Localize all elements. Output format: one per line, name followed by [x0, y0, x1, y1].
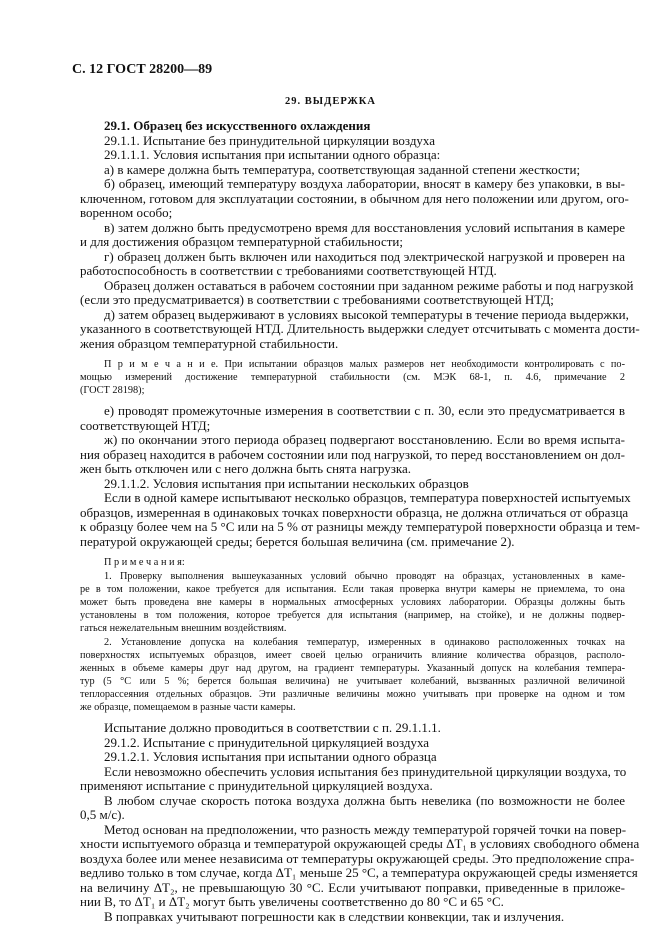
text-line: на величину ΔT₂, не превышающую 30 °С. Если учитывают поправки, приведенные в приложе-: [80, 879, 625, 895]
text-line: воздуха более или менее независима от температуры окружающей среды. Это предположение спра-: [80, 850, 635, 866]
text-line: г) образец должен быть включен или находиться под электрической нагрузкой и проверен на: [104, 248, 625, 264]
text-line: нии В, то ΔT₁ и ΔT₂ могут быть увеличены соответственно до 80 °С и 65 °С.: [80, 894, 504, 909]
text-line: 0,5 м/с).: [80, 807, 125, 822]
text-line: П р и м е ч а н и е. При испытании образцов малых размеров нет необходимости контролировать с по-: [104, 359, 625, 370]
note-paragraph: [80, 404, 625, 433]
paragraph: [80, 490, 640, 549]
text-line: 2. Установление допуска на колебания температур, измеренных в одинаково расположенных точках на: [104, 637, 625, 648]
paragraph: [80, 750, 625, 765]
text-line: в) затем должно быть предусмотрено время для восстановления условий испытания в камере: [104, 219, 625, 235]
text-line: Испытание должно проводиться в соответствии с п. 29.1.1.1.: [104, 720, 441, 735]
note-paragraph: [80, 570, 625, 635]
paragraph: [80, 221, 625, 250]
text-line: 29.1. Образец без искусственного охлаждения: [104, 118, 371, 133]
text-line: гаться нежелательным внешним воздействиям.: [80, 623, 287, 634]
text-line: (если это предусматривается) в соответствии с требованиями соответствующей НТД;: [80, 292, 554, 307]
text-line: хности испытуемого образца и температурой окружающей среды ΔT₁ в условиях свободного обмена: [80, 836, 640, 851]
note-paragraph: [80, 636, 625, 714]
text-line: применяют испытание с принудительной циркуляцией воздуха.: [80, 778, 433, 793]
note-paragraph: [80, 358, 625, 397]
text-line: женных в объеме камеры друг над другом, на градиент температуры. Указанный допуск на колебания темпера-: [80, 663, 625, 674]
text-line: мощью измерений достижение температурной стабильности (см. МЭК 68-1, п. 4.6, примечание 2: [80, 372, 625, 383]
text-line: Образец должен оставаться в рабочем состоянии при заданном режиме работы и под нагрузкой: [104, 277, 634, 293]
subsection-heading: [80, 119, 625, 134]
paragraph: [80, 736, 625, 751]
paragraph: [80, 148, 625, 163]
text-line: Метод основан на предположении, что разность между температурой горячей точки на повер-: [104, 821, 627, 837]
text-line: указанного в соответствующей НТД. Длительность выдержки следует отсчитывать с момента дости-: [80, 321, 640, 336]
text-line: ре в том положении, какое требуется для испытания. Если такая проверка внутри камеры не приемлема, то она: [80, 584, 625, 595]
paragraph: [80, 250, 625, 279]
text-line: установлены в том положения, которое требуется для испытания (например, на стойке), и не должны подвер-: [80, 610, 625, 621]
paragraph: [80, 277, 634, 308]
text-line: П р и м е ч а н и я:: [104, 557, 185, 568]
text-line: б) образец, имеющий температуру воздуха лаборатории, вносят в камеру без упаковки, в вы-: [104, 176, 625, 191]
text-line: образцов, измеренная в одинаковых точках поверхности образца, не должна отличаться от образца: [80, 504, 629, 520]
text-line: ведливо только в том случае, когда ΔT₁ меньше 25 °С, а температура окружающей среды изменяется: [80, 865, 638, 880]
text-line: 29.1.2.1. Условия испытания при испытании одного образца: [104, 749, 437, 764]
text-line: жен быть отключен или с него должна быть снята нагрузка.: [80, 461, 412, 476]
page-header: С. 12 ГОСТ 28200—89: [72, 62, 213, 77]
paragraph: [80, 910, 625, 925]
section-title: 29. ВЫДЕРЖКА: [285, 96, 376, 107]
paragraph: [80, 765, 625, 794]
text-line: е) проводят промежуточные измерения в соответствии с п. 30, если это предусматривается в: [104, 403, 625, 418]
paragraph: [80, 477, 625, 492]
paragraph: [80, 176, 629, 221]
text-line: жения образцом температурной стабильности.: [80, 335, 339, 351]
text-line: теплорассеяния отдельных образцов. Эти различные величины можно учитывать при проверке на одном и том: [80, 689, 625, 700]
text-line: Если в одной камере испытывают несколько образцов, температура поверхностей испытуемых: [104, 490, 631, 505]
text-line: 1. Проверку выполнения вышеуказанных условий обычно проводят на образцах, установленных в каме-: [104, 571, 625, 582]
text-line: тур (5 °С или 5 %; берется большая величина) не учитывает колебаний, вызванных различной величиной: [80, 676, 625, 687]
paragraph: [80, 306, 640, 352]
text-line: ния образец находится в рабочем состоянии или под нагрузкой, то перед восстановлением он дол-: [80, 446, 625, 462]
text-line: а) в камере должна быть температура, соответствующая заданной степени жесткости;: [104, 161, 581, 177]
text-line: 29.1.1. Испытание без принудительной циркуляции воздуха: [104, 132, 436, 148]
paragraph: [80, 794, 625, 823]
text-line: д) затем образец выдерживают в условиях высокой температуры в течение периода выдержки,: [104, 306, 629, 322]
text-line: 29.1.1.2. Условия испытания при испытании нескольких образцов: [104, 475, 469, 491]
text-line: 29.1.1.1. Условия испытания при испытании одного образца:: [104, 147, 441, 162]
text-line: же образце, помещаемом в разные части камеры.: [80, 702, 296, 713]
paragraph: [80, 134, 625, 149]
paragraph: [80, 821, 640, 910]
text-line: Если невозможно обеспечить условия испытания без принудительной циркуляции воздуха, то: [104, 763, 627, 779]
text-line: работоспособность в соответствии с требованиями соответствующей НТД.: [80, 263, 497, 278]
text-line: к образцу более чем на 5 °С или на 5 % от разницы между температурой поверхности образца и тем-: [80, 519, 640, 534]
text-line: 29.1.2. Испытание с принудительной циркуляцией воздуха: [104, 734, 430, 750]
text-line: соответствующей НТД;: [80, 417, 211, 433]
note-paragraph: [80, 556, 625, 569]
text-line: ключенном, готовом для эксплуатации состоянии, в обычном для него положении или другом, ого-: [80, 190, 629, 206]
text-line: В любом случае скорость потока воздуха должна быть невелика (по возможности не более: [104, 792, 625, 808]
text-line: В поправках учитывают погрешности как в следствии конвекции, так и излучения.: [104, 908, 565, 924]
text-line: и для достижения образцом температурной стабильности;: [80, 234, 403, 249]
text-line: может быть проведена вне камеры в нормальных атмосферных условиях лаборатории. Образцы должны быть: [80, 597, 625, 608]
note-paragraph: [80, 721, 625, 736]
text-line: ж) по окончании этого периода образец подвергают восстановлению. Если во время испыта-: [104, 432, 625, 447]
text-line: поверхностях испытуемых образцов, имеет своей целью ограничить влияние количества образцов, располо-: [80, 650, 625, 661]
text-line: пературой окружающей среды; берется большая величина (см. примечание 2).: [80, 533, 515, 549]
paragraph: [80, 163, 625, 178]
document-body: [80, 118, 640, 924]
paragraph: [80, 433, 625, 477]
text-line: воренном особо;: [80, 205, 173, 220]
text-line: (ГОСТ 28198);: [80, 385, 145, 396]
